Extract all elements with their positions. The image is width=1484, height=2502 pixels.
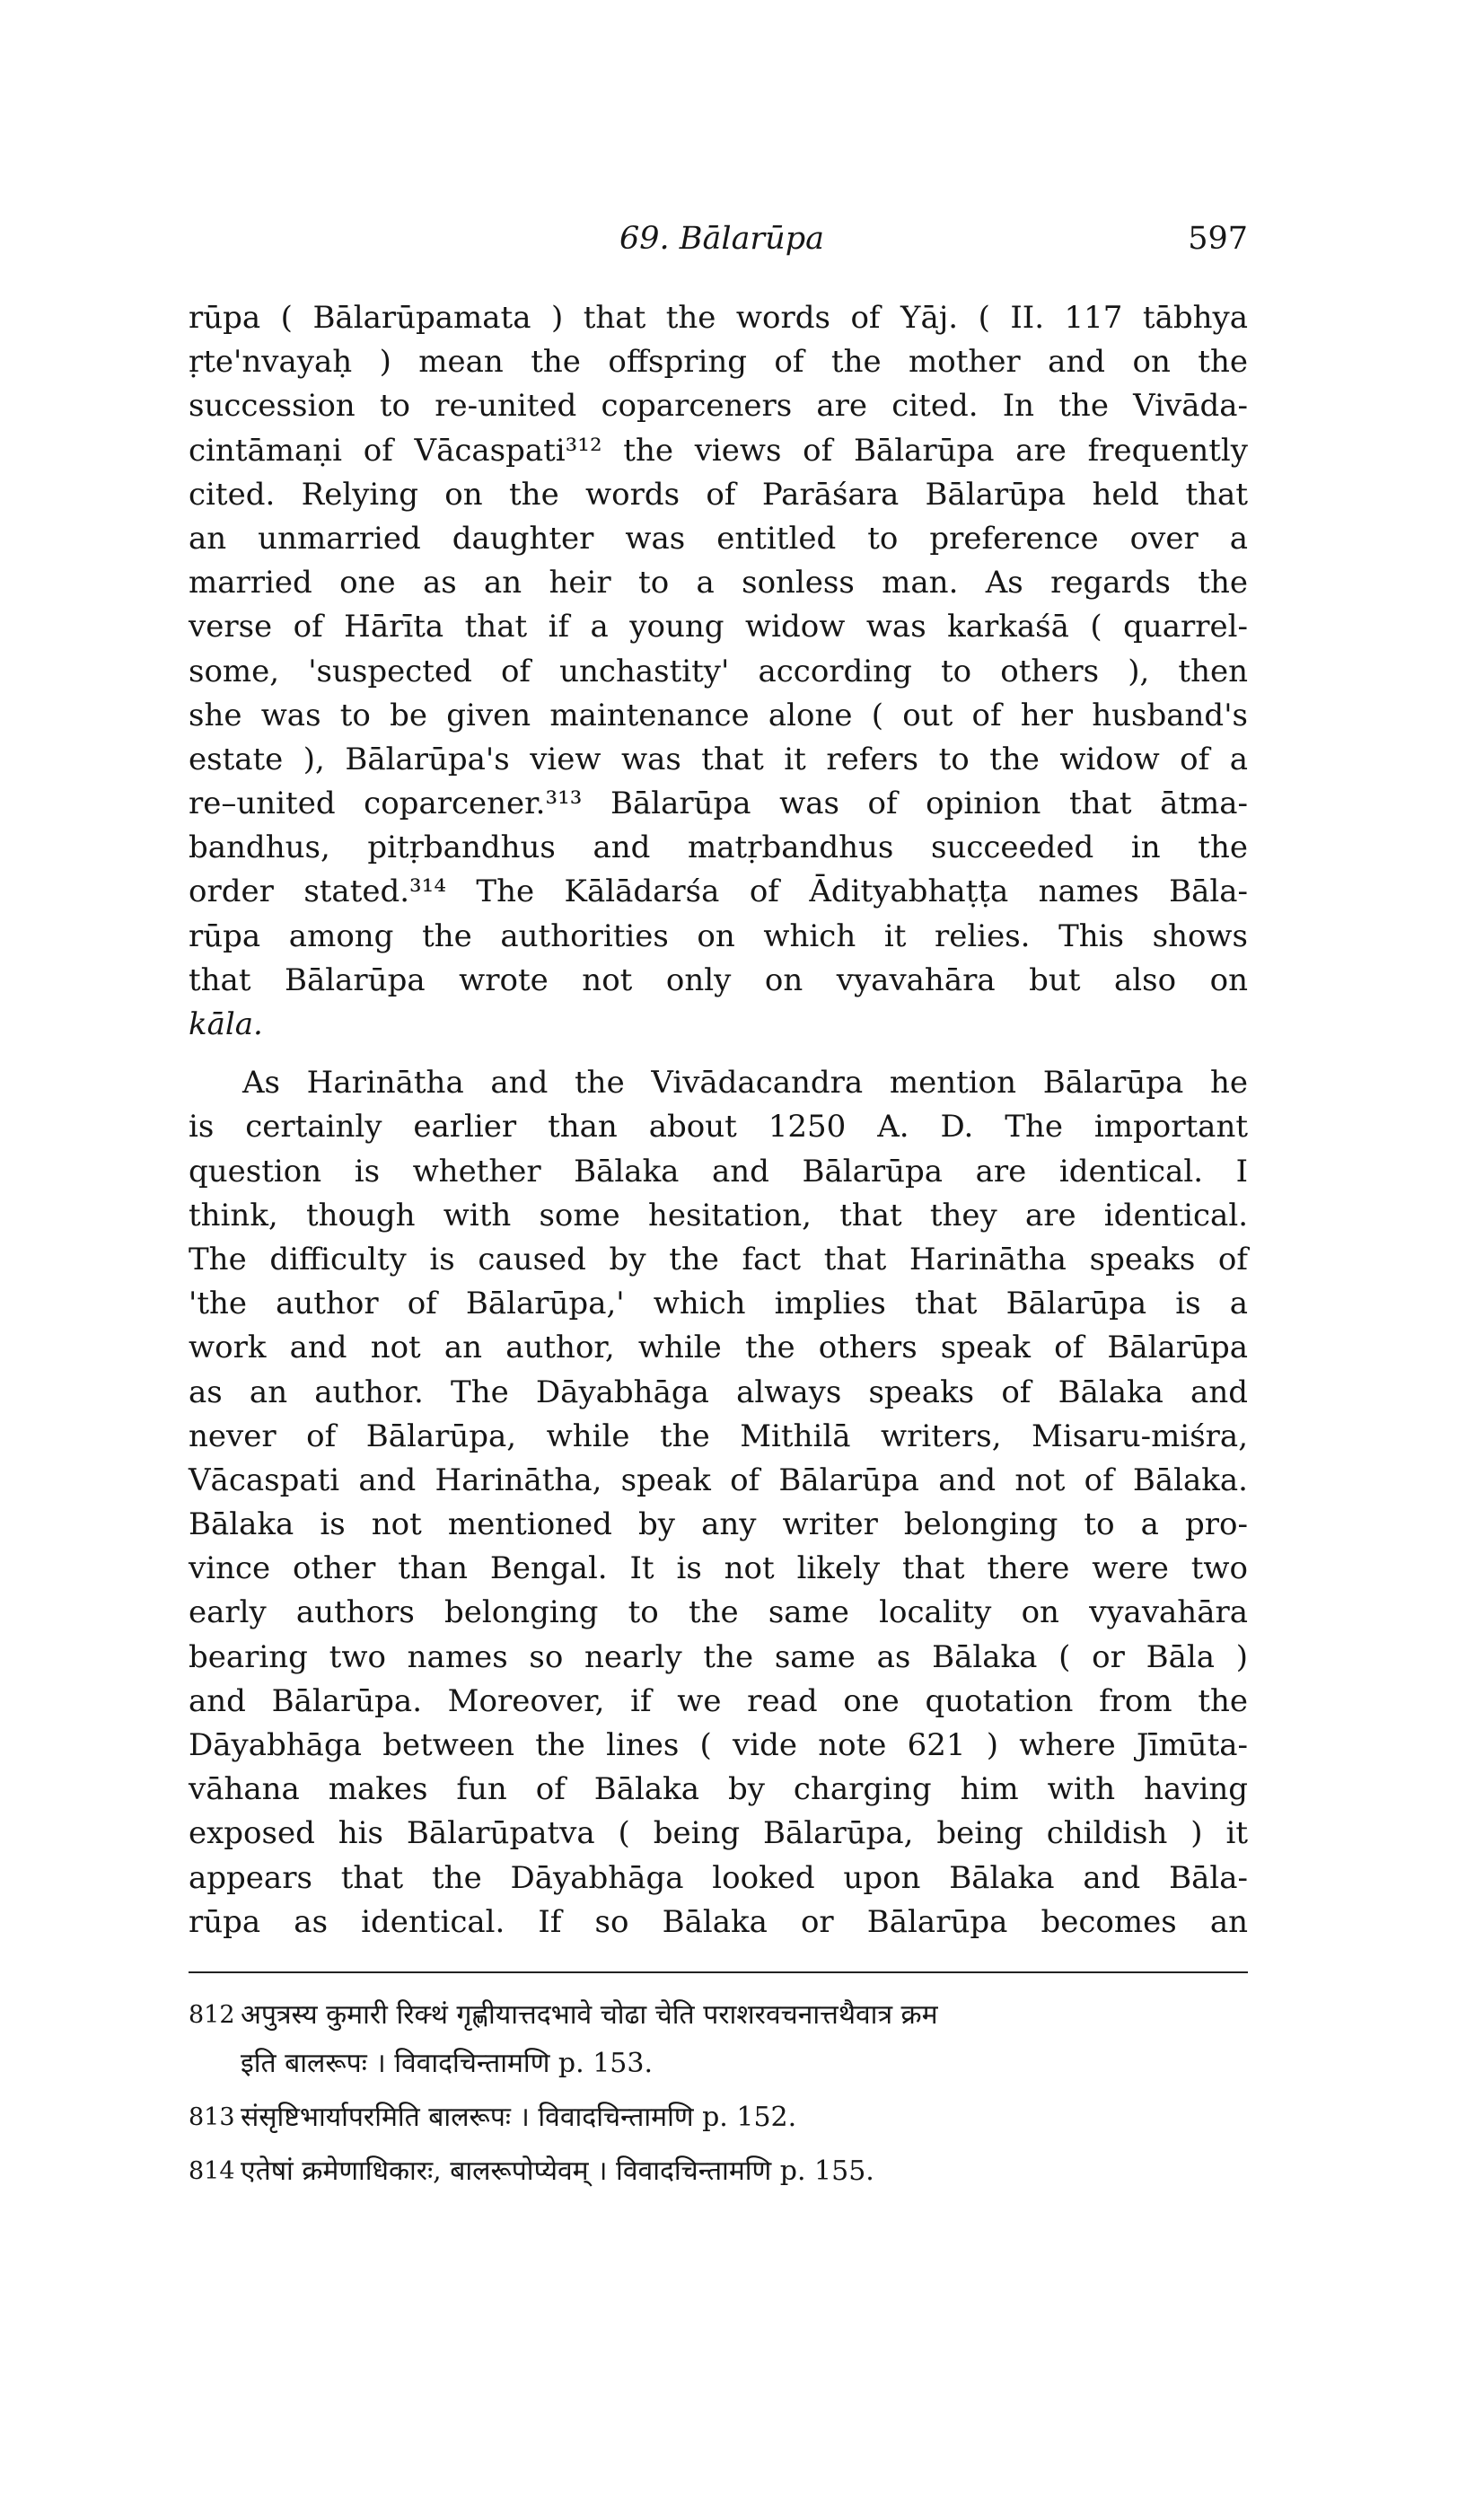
text-line: rūpa ( Bālarūpamata ) that the words of Yāj. ( II. 117 tābhya [189, 300, 1248, 336]
footnote [189, 1991, 1248, 2088]
text-line: rūpa as identical. If so Bālaka or Bālarūpa becomes an [189, 1903, 1248, 1940]
paragraph [189, 296, 1248, 1047]
text-line: exposed his Bālarūpatva ( being Bālarūpa, being childish ) it [189, 1815, 1248, 1852]
body-text [189, 296, 1248, 1945]
text-line: bandhus, pitṛbandhus and matṛbandhus succeeded in the [189, 830, 1248, 866]
text-line: 'the author of Bālarūpa,' which implies that Bālarūpa is a [189, 1286, 1248, 1322]
text-line: she was to be given maintenance alone ( out of her husband's [189, 697, 1248, 733]
footnotes [189, 1991, 1248, 2201]
text-line: vince other than Bengal. It is not likely that there were two [189, 1550, 1248, 1587]
text-line: order stated.³¹⁴ The Kālādarśa of Ādityabhaṭṭa names Bāla- [189, 874, 1248, 910]
paragraph [189, 1061, 1248, 1945]
text-line: re–united coparcener.³¹³ Bālarūpa was of opinion that ātma- [189, 786, 1248, 822]
text-line: an unmarried daughter was entitled to preference over a [189, 520, 1248, 557]
running-head [0, 221, 1484, 257]
text-line: as an author. The Dāyabhāga always speaks of Bālaka and [189, 1374, 1248, 1410]
text-line: Bālaka is not mentioned by any writer belonging to a pro- [189, 1506, 1248, 1543]
text-line: The difficulty is caused by the fact that Harinātha speaks of [189, 1241, 1248, 1277]
text-line: estate ), Bālarūpa's view was that it refers to the widow of a [189, 741, 1248, 777]
text-line: rūpa among the authorities on which it relies. This shows [189, 917, 1248, 954]
text-line: cited. Relying on the words of Parāśara Bālarūpa held that [189, 476, 1248, 513]
text-line: some, 'suspected of unchastity' according to others ), then [189, 653, 1248, 689]
text-line: verse of Hārīta that if a young widow was karkaśā ( quarrel- [189, 609, 1248, 645]
footnote-number: 812 [189, 2001, 235, 2029]
text-line: never of Bālarūpa, while the Mithilā writers, Misaru-miśra, [189, 1418, 1248, 1454]
footnote-text: संसृष्टिभार्यापरमिति बालरूपः । विवादचिन्तामणि p. 152. [241, 2102, 797, 2133]
page-number: 597 [1188, 221, 1248, 257]
text-line: vāhana makes fun of Bālaka by charging him with having [189, 1771, 1248, 1808]
text-line: married one as an heir to a sonless man. As regards the [189, 565, 1248, 601]
text-line: early authors belonging to the same locality on vyavahāra [189, 1594, 1248, 1631]
text-line: is certainly earlier than about 1250 A. D. The important [189, 1109, 1248, 1146]
text-line: cintāmaṇi of Vācaspati³¹² the views of Bālarūpa are frequently [189, 432, 1248, 469]
footnote-text: एतेषां क्रमेणाधिकारः, बालरूपोप्येवम् । विवादचिन्तामणि p. 155. [241, 2155, 874, 2187]
footnote [189, 2094, 1248, 2142]
text-line: ṛte'nvayaḥ ) mean the offspring of the mother and on the [189, 344, 1248, 381]
footnote-divider [189, 1971, 1248, 1973]
text-line: question is whether Bālaka and Bālarūpa are identical. I [189, 1153, 1248, 1190]
text-line: that Bālarūpa wrote not only on vyavahāra but also on [189, 961, 1248, 998]
text-line: As Harinātha and the Vivādacandra mention Bālarūpa he [242, 1065, 1248, 1102]
footnote-number: 814 [189, 2157, 235, 2185]
footnote-text: इति बालरूपः । विवादचिन्तामणि p. 153. [241, 2048, 653, 2079]
text-line: Vācaspati and Harinātha, speak of Bālarūpa and not of Bālaka. [189, 1462, 1248, 1498]
footnote [189, 2147, 1248, 2196]
text-line: and Bālarūpa. Moreover, if we read one quotation from the [189, 1682, 1248, 1719]
text-line: kāla. [189, 1006, 263, 1042]
footnote-text: अपुत्रस्य कुमारी रिक्थं गृह्णीयात्तदभावे चोढा चेति पराशरवचनात्तथैवात्र क्रम [241, 1999, 938, 2031]
footnote-number: 813 [189, 2103, 235, 2131]
text-line: succession to re-united coparceners are cited. In the Vivāda- [189, 388, 1248, 425]
text-line: appears that the Dāyabhāga looked upon Bālaka and Bāla- [189, 1859, 1248, 1896]
text-line: think, though with some hesitation, that they are identical. [189, 1197, 1248, 1233]
text-line: bearing two names so nearly the same as Bālaka ( or Bāla ) [189, 1638, 1248, 1675]
chapter-title: 69. Bālarūpa [619, 221, 824, 257]
paragraph-gap [189, 1047, 1248, 1061]
text-line: Dāyabhāga between the lines ( vide note 621 ) where Jīmūta- [189, 1727, 1248, 1763]
text-line: work and not an author, while the others speak of Bālarūpa [189, 1330, 1248, 1366]
